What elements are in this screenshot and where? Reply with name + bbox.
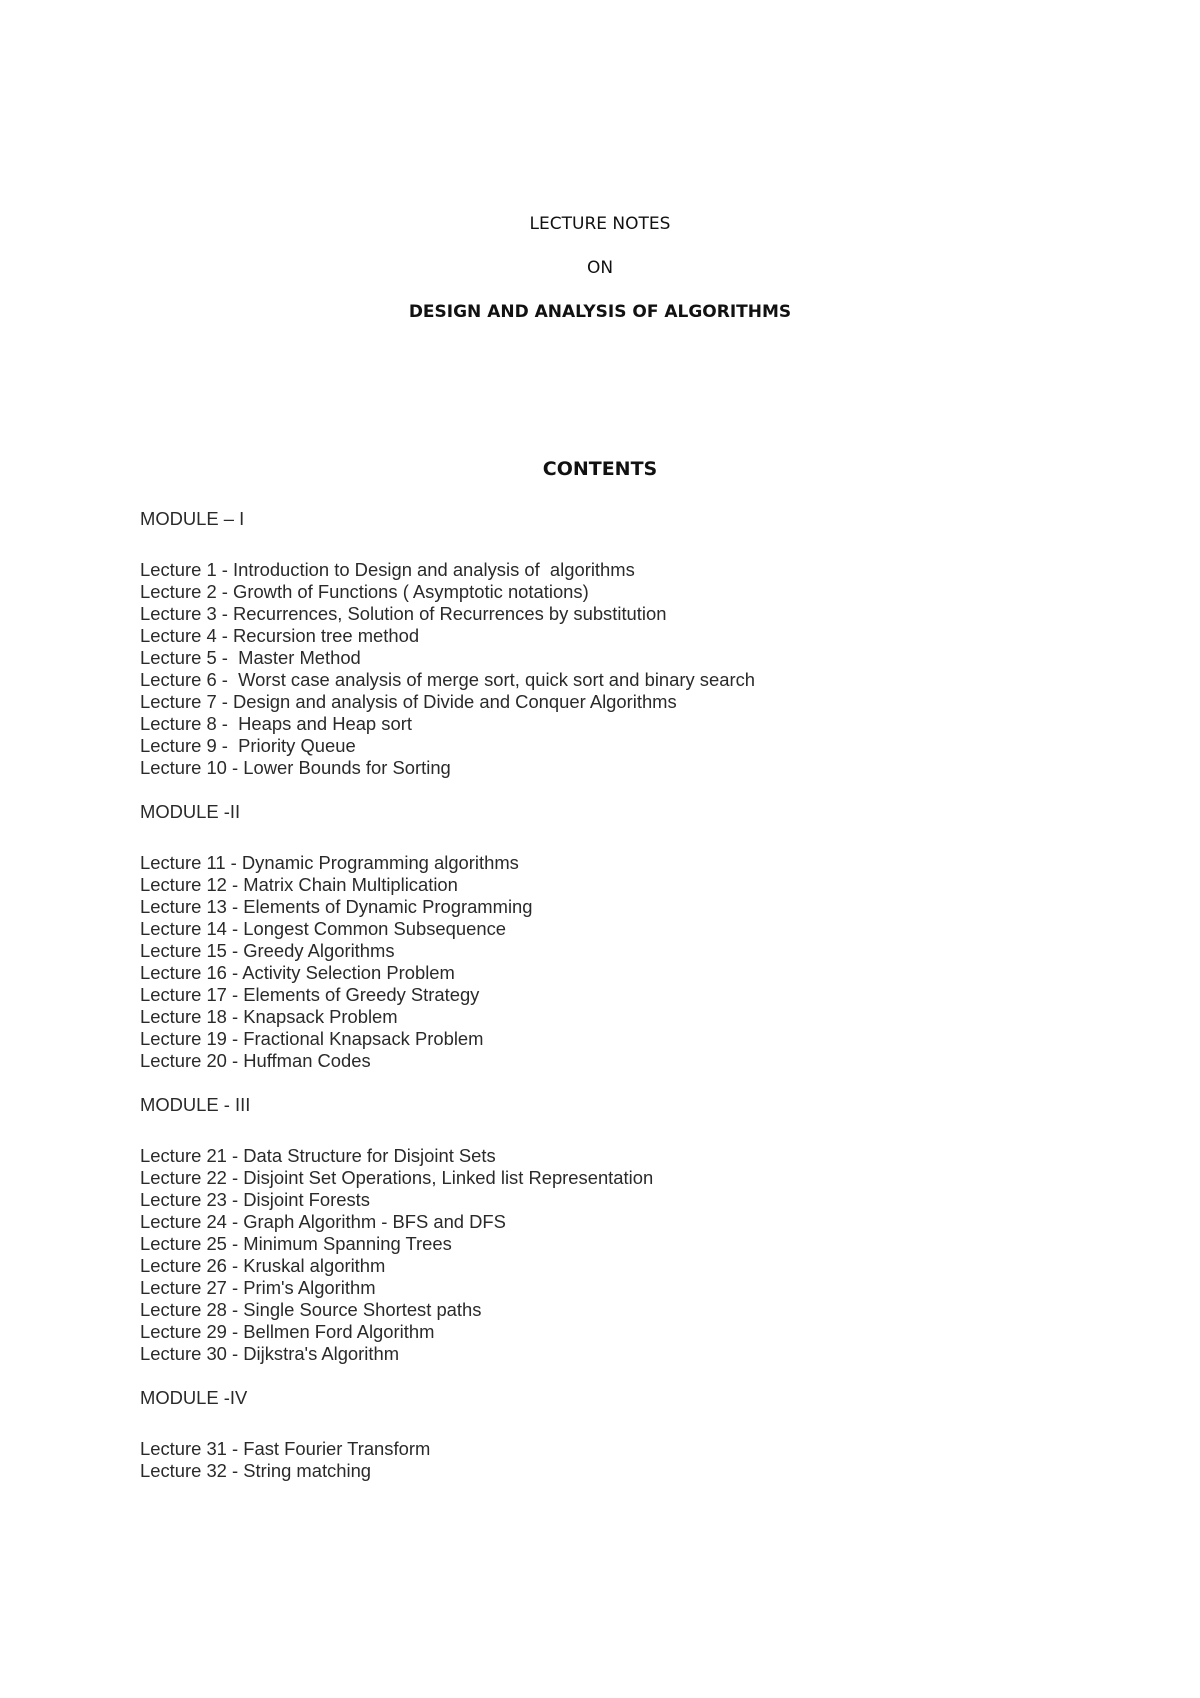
- lecture-item: Lecture 24 - Graph Algorithm - BFS and DFS: [140, 1211, 506, 1232]
- lecture-item: Lecture 10 - Lower Bounds for Sorting: [140, 757, 451, 778]
- lecture-item: Lecture 28 - Single Source Shortest paths: [140, 1299, 482, 1320]
- lecture-item: Lecture 18 - Knapsack Problem: [140, 1006, 398, 1027]
- lecture-item: Lecture 1 - Introduction to Design and analysis of algorithms: [140, 559, 635, 580]
- module-heading: MODULE -IV: [140, 1387, 248, 1408]
- lecture-item: Lecture 8 - Heaps and Heap sort: [140, 713, 412, 734]
- lecture-item: Lecture 5 - Master Method: [140, 647, 361, 668]
- module-spacer: [140, 779, 1100, 801]
- lecture-item: Lecture 2 - Growth of Functions ( Asymptotic notations): [140, 581, 589, 602]
- lecture-item: Lecture 3 - Recurrences, Solution of Recurrences by substitution: [140, 603, 667, 624]
- lecture-item: Lecture 31 - Fast Fourier Transform: [140, 1438, 431, 1459]
- lecture-item: Lecture 30 - Dijkstra's Algorithm: [140, 1343, 400, 1364]
- lecture-item: Lecture 19 - Fractional Knapsack Problem: [140, 1028, 484, 1049]
- header-line-on: ON: [586, 258, 614, 278]
- lecture-item: Lecture 13 - Elements of Dynamic Programming: [140, 896, 533, 917]
- lecture-item: Lecture 22 - Disjoint Set Operations, Linked list Representation: [140, 1167, 654, 1188]
- module-spacer: [140, 1365, 1100, 1387]
- module-heading-spacer: [140, 1409, 1100, 1438]
- lecture-item: Lecture 11 - Dynamic Programming algorithms: [140, 852, 519, 873]
- lecture-item: Lecture 6 - Worst case analysis of merge sort, quick sort and binary search: [140, 669, 755, 690]
- lecture-item: Lecture 9 - Priority Queue: [140, 735, 356, 756]
- module-spacer: [140, 1072, 1100, 1094]
- lecture-item: Lecture 14 - Longest Common Subsequence: [140, 918, 506, 939]
- module-heading-spacer: [140, 530, 1100, 559]
- module-heading-spacer: [140, 823, 1100, 852]
- lecture-item: Lecture 32 - String matching: [140, 1460, 372, 1481]
- lecture-item: Lecture 23 - Disjoint Forests: [140, 1189, 370, 1210]
- lecture-item: Lecture 26 - Kruskal algorithm: [140, 1255, 386, 1276]
- lecture-item: Lecture 4 - Recursion tree method: [140, 625, 420, 646]
- document-title: DESIGN AND ANALYSIS OF ALGORITHMS: [408, 302, 792, 322]
- module-heading: MODULE -II: [140, 801, 241, 822]
- lecture-item: Lecture 21 - Data Structure for Disjoint Sets: [140, 1145, 496, 1166]
- header-line-lecture-notes: LECTURE NOTES: [529, 214, 671, 234]
- table-of-contents: [140, 508, 1100, 1482]
- lecture-item: Lecture 17 - Elements of Greedy Strategy: [140, 984, 480, 1005]
- module-heading: MODULE – I: [140, 508, 245, 529]
- lecture-item: Lecture 15 - Greedy Algorithms: [140, 940, 395, 961]
- lecture-item: Lecture 7 - Design and analysis of Divide and Conquer Algorithms: [140, 691, 677, 712]
- contents-heading: CONTENTS: [542, 458, 658, 480]
- module-heading-spacer: [140, 1116, 1100, 1145]
- lecture-item: Lecture 25 - Minimum Spanning Trees: [140, 1233, 452, 1254]
- lecture-item: Lecture 29 - Bellmen Ford Algorithm: [140, 1321, 435, 1342]
- lecture-item: Lecture 16 - Activity Selection Problem: [140, 962, 455, 983]
- lecture-item: Lecture 27 - Prim's Algorithm: [140, 1277, 376, 1298]
- lecture-item: Lecture 12 - Matrix Chain Multiplication: [140, 874, 458, 895]
- lecture-item: Lecture 20 - Huffman Codes: [140, 1050, 371, 1071]
- module-heading: MODULE - III: [140, 1094, 251, 1115]
